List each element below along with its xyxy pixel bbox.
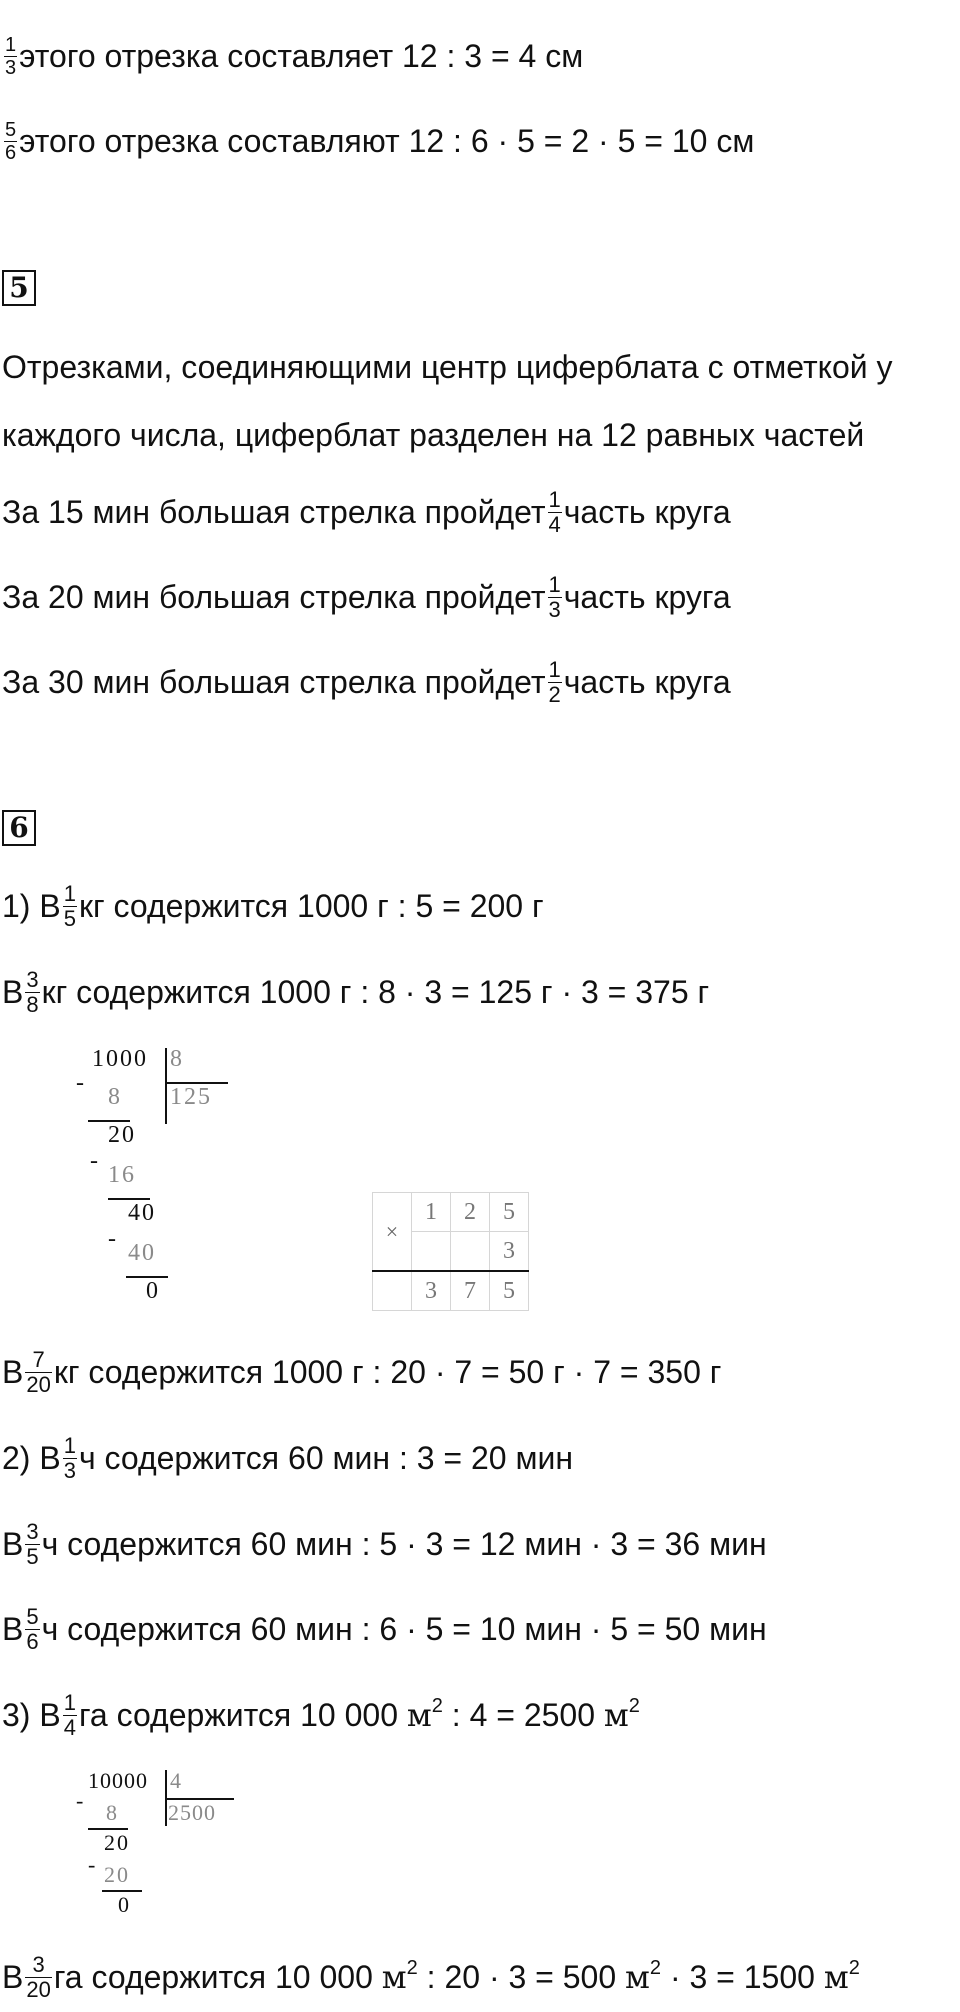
fraction: $\frac{1}{2}$ (548, 657, 561, 707)
fraction: $\frac{5}{6}$ (5, 119, 17, 165)
task5-paragraph-line-2: каждого числа, циферблат разделен на 12 равных частей (2, 417, 865, 453)
multiplication-grid: × 1 2 5 3 3 7 5 (372, 1192, 529, 1311)
line-text: этого отрезка составляют 12 : 6 · 5 = 2 · 5 = 10 см (19, 123, 755, 159)
fraction: $\frac{1}{5}$ (63, 881, 76, 931)
task5-line-15min: За 15 мин большая стрелка пройдет $\frac{1}{4}$ часть круга (2, 487, 731, 537)
fraction: $\frac{1}{4}$ (548, 487, 561, 537)
fraction-line-1 (2, 36, 583, 81)
task6-line-b2: В $\frac{3}{5}$ ч содержится 60 мин : 5 · 3 = 12 мин · 3 = 36 мин (2, 1519, 767, 1569)
fraction: $\frac{5}{6}$ (26, 1604, 39, 1654)
fraction: $\frac{7}{20}$ (26, 1347, 51, 1397)
task-number-6: 6 (2, 810, 36, 846)
long-division-10000-by-4: 10000 4 2500 - 8 20 - 20 0 (70, 1768, 250, 1928)
fraction: $\frac{3}{20}$ (26, 1952, 51, 2002)
task6-line-c1: 3) В $\frac{1}{4}$ га содержится 10 000 $м^2$ : 4 = 2500 $м^2$ (2, 1690, 640, 1740)
task6-line-b1: 2) В $\frac{1}{3}$ ч содержится 60 мин : 3 = 20 мин (2, 1433, 574, 1483)
task6-line-a3: В $\frac{7}{20}$ кг содержится 1000 г : 20 · 7 = 50 г · 7 = 350 г (2, 1347, 722, 1397)
multiply-sign: × (373, 1193, 412, 1272)
task-number-5: 5 (2, 270, 36, 306)
fraction-line-2 (2, 121, 754, 166)
task6-line-b3: В $\frac{5}{6}$ ч содержится 60 мин : 6 · 5 = 10 мин · 5 = 50 мин (2, 1604, 767, 1654)
fraction: $\frac{1}{3}$ (5, 34, 17, 80)
fraction: $\frac{3}{8}$ (26, 967, 39, 1017)
task6-line-c2: В $\frac{3}{20}$ га содержится 10 000 $м^2$ : 20 · 3 = 500 $м^2 \cdot 3 = 1500$ $м^2$ (2, 1952, 860, 2002)
fraction: $\frac{1}{4}$ (63, 1690, 76, 1740)
task6-line-a1: 1) В $\frac{1}{5}$ кг содержится 1000 г : 5 = 200 г (2, 881, 544, 931)
fraction: $\frac{1}{3}$ (548, 572, 561, 622)
fraction: $\frac{3}{5}$ (26, 1519, 39, 1569)
task5-paragraph-line-1: Отрезками, соединяющими центр циферблата с отметкой у (2, 349, 893, 385)
fraction: $\frac{1}{3}$ (63, 1433, 76, 1483)
task5-line-20min: За 20 мин большая стрелка пройдет $\frac{1}{3}$ часть круга (2, 572, 731, 622)
task5-line-30min: За 30 мин большая стрелка пройдет $\frac{1}{2}$ часть круга (2, 657, 731, 707)
line-text: этого отрезка составляет 12 : 3 = 4 см (19, 38, 584, 74)
long-division-1000-by-8: 1000 8 125 - 8 20 - 16 40 - 40 0 (70, 1046, 240, 1316)
task6-line-a2: В $\frac{3}{8}$ кг содержится 1000 г : 8 · 3 = 125 г · 3 = 375 г (2, 967, 710, 1017)
